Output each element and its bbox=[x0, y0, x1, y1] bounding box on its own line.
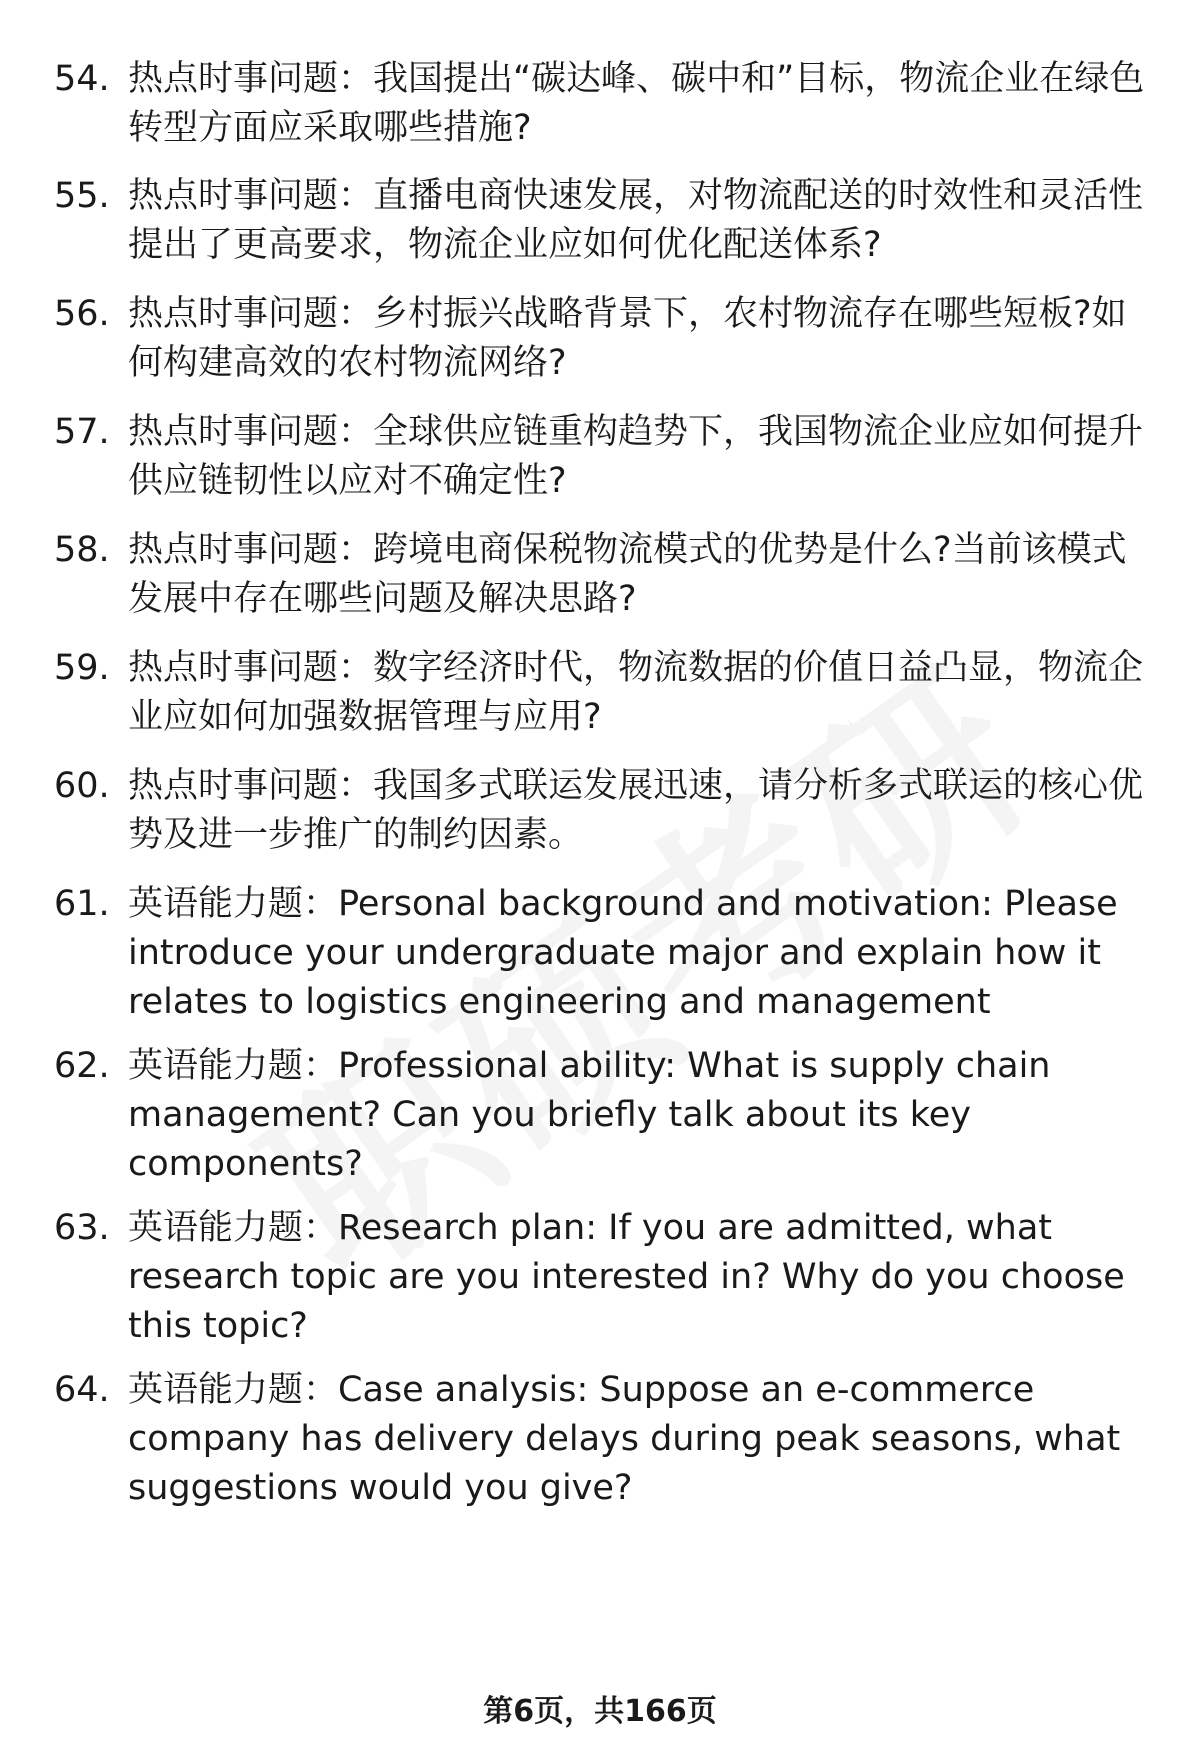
page-footer: 第6页，共166页 bbox=[483, 1694, 717, 1729]
question-number: 55. bbox=[54, 176, 110, 216]
question-text: 热点时事问题：直播电商快速发展，对物流配送的时效性和灵活性提出了更高要求，物流企业应如何优化配送体系? bbox=[128, 176, 1144, 265]
question-item bbox=[54, 762, 1154, 860]
question-text: 英语能力题：Research plan: If you are admitted, what research topic are you interested in? Why do you choose this topic? bbox=[128, 1208, 1125, 1346]
question-item bbox=[54, 290, 1154, 388]
question-item bbox=[54, 1042, 1154, 1189]
question-text: 热点时事问题：跨境电商保税物流模式的优势是什么?当前该模式发展中存在哪些问题及解决思路? bbox=[128, 530, 1127, 619]
question-number: 61. bbox=[54, 884, 110, 924]
question-number: 59. bbox=[54, 648, 110, 688]
question-item bbox=[54, 880, 1154, 1027]
question-number: 58. bbox=[54, 530, 110, 570]
question-text: 热点时事问题：乡村振兴战略背景下，农村物流存在哪些短板?如何构建高效的农村物流网络? bbox=[128, 294, 1127, 383]
question-number: 63. bbox=[54, 1208, 110, 1248]
question-text: 热点时事问题：我国提出“碳达峰、碳中和”目标，物流企业在绿色转型方面应采取哪些措施? bbox=[128, 59, 1145, 148]
question-number: 62. bbox=[54, 1046, 110, 1086]
question-item bbox=[54, 1366, 1154, 1513]
question-text: 热点时事问题：我国多式联运发展迅速，请分析多式联运的核心优势及进一步推广的制约因素。 bbox=[128, 766, 1144, 855]
question-item bbox=[54, 408, 1154, 506]
question-text: 热点时事问题：全球供应链重构趋势下，我国物流企业应如何提升供应链韧性以应对不确定性? bbox=[128, 412, 1144, 501]
question-number: 60. bbox=[54, 766, 110, 806]
question-number: 56. bbox=[54, 294, 110, 334]
question-item bbox=[54, 172, 1154, 270]
question-item bbox=[54, 526, 1154, 624]
question-text: 英语能力题：Case analysis: Suppose an e-commerce company has delivery delays during peak seasons, what suggestions would you give? bbox=[128, 1370, 1121, 1508]
question-item bbox=[54, 55, 1154, 153]
question-text: 热点时事问题：数字经济时代，物流数据的价值日益凸显，物流企业应如何加强数据管理与应用? bbox=[128, 648, 1144, 737]
question-item bbox=[54, 644, 1154, 742]
question-number: 57. bbox=[54, 412, 110, 452]
question-text: 英语能力题：Personal background and motivation: Please introduce your undergraduate major and explain how it relates to logistics engineering and management bbox=[128, 884, 1118, 1022]
question-number: 64. bbox=[54, 1370, 110, 1410]
question-item bbox=[54, 1204, 1154, 1351]
question-number: 54. bbox=[54, 59, 110, 99]
question-text: 英语能力题：Professional ability: What is supply chain management? Can you briefly talk about its key components? bbox=[128, 1046, 1051, 1184]
